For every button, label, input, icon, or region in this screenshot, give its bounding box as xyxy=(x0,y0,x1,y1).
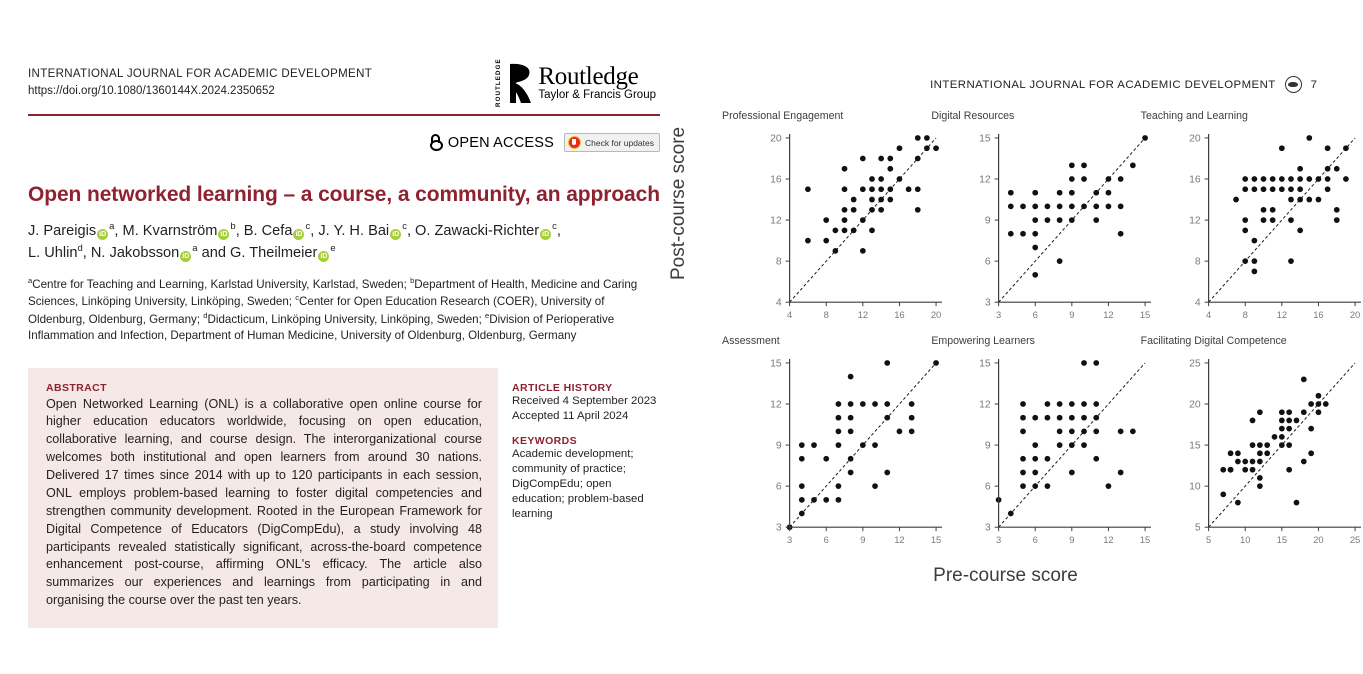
svg-text:9: 9 xyxy=(775,440,782,452)
x-tick-labels xyxy=(787,534,941,545)
y-tick-labels xyxy=(770,133,782,308)
svg-text:12: 12 xyxy=(770,399,782,411)
svg-text:20: 20 xyxy=(1188,133,1201,145)
y-tick-labels xyxy=(1189,133,1201,308)
orcid-icon[interactable]: iD xyxy=(99,230,107,238)
author-line-1: J. Pareigis $iD^a$, M. Kvarnström $iD^b$, B. Cefa $iD^c$, J. Y. H. Bai $iD^c$, O. Zawacki-Richter $iD^c$, xyxy=(28,220,561,239)
orcid-icon[interactable]: iD xyxy=(542,230,550,238)
abstract-heading: ABSTRACT xyxy=(46,381,107,394)
y-tick-labels xyxy=(979,358,991,533)
figure-page xyxy=(668,0,1360,674)
svg-text:9: 9 xyxy=(1069,309,1075,321)
svg-text:20: 20 xyxy=(1188,399,1201,411)
abstract-area xyxy=(28,368,660,629)
open-access-label: OPEN ACCESS xyxy=(447,134,555,151)
svg-text:6: 6 xyxy=(985,481,992,493)
affiliations: $^a$Centre for Teaching and Learning, Karlstad University, Karlstad, Sweden; $^b$Department of Health, Medicine and Caring Sciences, Linköping University, Linköping, Sweden; $^c$Center for Open Education Research (COER), University of Oldenburg, Oldenburg, Germany; $^d$Didacticum, Linköping University, Linköping, Sweden; $^e$Division of Perioperative Inflammation and Infection, Department of Human Medicine, University of Oldenburg, Oldenburg, Germany xyxy=(28,276,638,343)
svg-text:3: 3 xyxy=(996,534,1002,546)
svg-text:12: 12 xyxy=(1188,215,1201,227)
reference-line xyxy=(1208,138,1354,302)
keywords-text: Academic development; community of practice; DigCompEdu; open education; problem-based learning xyxy=(512,447,644,521)
abstract-text: Open Networked Learning (ONL) is a collaborative open online course for higher education educators worldwide, focusing on open education, collaborative learning, and course design. The interorganizational course welcomes both institutional and open learners from around 30 nations. Delivered 17 times since 2014 with up to 120 participants in each session, ONL employs problem-based learning to foster digital competencies and strengthen community development. Rooted in the European Framework for Digital Competence of Educators (DigCompEdu), a study involving 48 participants revealed statistically significant, across-the-board competence enhancement post-course, affirming ONL's efficacy. The article also summarizes our experiences and learnings from participating in and organising the course over the past ten years. xyxy=(46,396,482,608)
svg-text:3: 3 xyxy=(985,297,992,309)
open-lock-icon xyxy=(430,134,443,151)
y-tick-labels xyxy=(979,133,991,308)
taylor-francis-icon xyxy=(1285,76,1302,93)
x-tick-labels xyxy=(1206,309,1360,320)
svg-text:12: 12 xyxy=(894,534,905,546)
check-for-updates-button[interactable] xyxy=(564,133,660,152)
journal-name: INTERNATIONAL JOURNAL FOR ACADEMIC DEVELOPMENT xyxy=(28,68,373,80)
affiliation-marker: a xyxy=(192,243,198,255)
scatter-panel xyxy=(710,110,942,335)
svg-text:9: 9 xyxy=(860,534,866,546)
orcid-icon[interactable]: iD xyxy=(220,230,228,238)
author-list xyxy=(28,220,660,266)
x-tick-labels xyxy=(996,309,1150,320)
svg-text:16: 16 xyxy=(1188,174,1201,186)
svg-text:5: 5 xyxy=(1205,534,1211,546)
data-points xyxy=(996,360,1136,516)
y-axis-label: Post-course score xyxy=(668,126,689,280)
svg-text:4: 4 xyxy=(786,309,793,321)
scatter-panel xyxy=(710,335,942,560)
article-first-page xyxy=(28,58,660,628)
svg-text:16: 16 xyxy=(1312,309,1324,321)
orcid-icon[interactable]: iD xyxy=(320,253,328,261)
svg-text:8: 8 xyxy=(1194,256,1201,268)
plot-area xyxy=(1169,357,1360,546)
running-head xyxy=(672,76,1317,93)
panel-title: Digital Resources xyxy=(931,110,1015,122)
svg-text:10: 10 xyxy=(1239,534,1251,546)
svg-text:20: 20 xyxy=(770,133,782,145)
masthead xyxy=(28,58,660,108)
plot-area xyxy=(959,132,1151,321)
svg-text:15: 15 xyxy=(1140,534,1151,546)
svg-text:15: 15 xyxy=(979,358,992,370)
svg-text:3: 3 xyxy=(775,522,782,534)
header-rule xyxy=(28,114,660,116)
x-tick-labels xyxy=(1206,534,1360,545)
svg-text:12: 12 xyxy=(770,215,782,227)
article-history-text: Received 4 September 2023 Accepted 11 April 2024 xyxy=(512,394,657,422)
plot-area xyxy=(750,132,942,321)
svg-text:15: 15 xyxy=(930,534,942,546)
orcid-icon[interactable]: iD xyxy=(392,230,400,238)
svg-text:16: 16 xyxy=(894,309,905,321)
svg-text:20: 20 xyxy=(1349,309,1360,321)
svg-text:15: 15 xyxy=(1140,309,1151,321)
svg-text:8: 8 xyxy=(775,256,782,268)
svg-text:15: 15 xyxy=(770,358,782,370)
panel-title: Assessment xyxy=(722,335,780,347)
routledge-logo xyxy=(495,58,656,108)
plot-area xyxy=(1169,132,1360,321)
page-number: 7 xyxy=(1310,78,1317,91)
svg-text:6: 6 xyxy=(823,534,829,546)
svg-text:9: 9 xyxy=(1069,534,1075,546)
scatter-panel xyxy=(919,110,1151,335)
affiliation-marker: b xyxy=(230,220,236,232)
svg-text:3: 3 xyxy=(996,309,1002,321)
page-title: Open networked learning – a course, a community, an approach xyxy=(28,183,660,206)
x-tick-labels xyxy=(996,534,1150,545)
svg-text:6: 6 xyxy=(1032,534,1039,546)
svg-text:4: 4 xyxy=(1194,297,1201,309)
svg-text:9: 9 xyxy=(985,215,992,227)
plot-area xyxy=(750,357,942,546)
svg-text:5: 5 xyxy=(1194,522,1201,534)
running-head-title: INTERNATIONAL JOURNAL FOR ACADEMIC DEVELOPMENT xyxy=(930,78,1276,91)
panel-grid xyxy=(710,110,1360,560)
scatter-panel xyxy=(1129,335,1360,560)
svg-text:15: 15 xyxy=(979,133,992,145)
affiliation-marker: c xyxy=(402,220,407,232)
svg-text:20: 20 xyxy=(1312,534,1324,546)
svg-text:8: 8 xyxy=(823,309,829,321)
y-ticks xyxy=(1204,363,1208,527)
y-tick-labels xyxy=(1189,358,1201,533)
svg-text:25: 25 xyxy=(1349,534,1360,546)
svg-text:20: 20 xyxy=(930,309,942,321)
panel-title: Teaching and Learning xyxy=(1140,110,1248,122)
svg-text:6: 6 xyxy=(775,481,782,493)
svg-text:12: 12 xyxy=(979,174,992,186)
check-for-updates-label: Check for updates xyxy=(585,137,654,148)
article-history-heading: ARTICLE HISTORY xyxy=(512,381,613,394)
article-meta-sidebar xyxy=(512,368,660,523)
svg-text:12: 12 xyxy=(857,309,869,321)
svg-text:12: 12 xyxy=(1103,309,1115,321)
panel-title: Facilitating Digital Competence xyxy=(1140,335,1287,347)
y-ticks xyxy=(1204,138,1208,302)
figure-scatter-matrix xyxy=(668,110,1360,620)
data-points xyxy=(1008,135,1148,278)
orcid-icon[interactable]: iD xyxy=(295,230,303,238)
doi-link[interactable]: https://doi.org/10.1080/1360144X.2024.2350652 xyxy=(28,84,275,97)
svg-text:3: 3 xyxy=(786,534,793,546)
svg-text:8: 8 xyxy=(1242,309,1248,321)
svg-text:16: 16 xyxy=(770,174,782,186)
author-line-2: L. Uhlin$^d$, N. Jakobsson $iD^a$ and G. Theilmeier $iD^e$ xyxy=(28,243,336,262)
svg-text:6: 6 xyxy=(1032,309,1039,321)
svg-text:12: 12 xyxy=(1103,534,1115,546)
x-tick-labels xyxy=(787,309,941,320)
routledge-vertical-text: ROUTLEDGE xyxy=(495,58,503,108)
panel-title: Professional Engagement xyxy=(722,110,844,122)
svg-text:25: 25 xyxy=(1188,358,1201,370)
plot-area xyxy=(959,357,1151,546)
scatter-panel xyxy=(1129,110,1360,335)
publisher-name: Routledge xyxy=(538,63,639,91)
open-access-row xyxy=(28,133,660,152)
svg-text:12: 12 xyxy=(979,399,992,411)
affiliation-marker: e xyxy=(330,243,336,255)
svg-text:15: 15 xyxy=(1276,534,1287,546)
affiliation-marker: c xyxy=(305,220,311,232)
publisher-subtitle: Taylor & Francis Group xyxy=(538,89,656,102)
x-axis-label: Pre-course score xyxy=(933,565,1078,586)
svg-text:6: 6 xyxy=(985,256,992,268)
masthead-text xyxy=(28,62,372,99)
crossmark-icon xyxy=(568,136,581,149)
open-access-badge xyxy=(430,134,554,151)
routledge-wordmark xyxy=(538,64,656,102)
keywords-heading: KEYWORDS xyxy=(512,434,578,447)
svg-text:15: 15 xyxy=(1188,440,1201,452)
affiliation-marker: a xyxy=(109,220,115,232)
routledge-r-mark xyxy=(507,62,533,104)
orcid-icon[interactable]: iD xyxy=(182,253,190,261)
svg-text:9: 9 xyxy=(985,440,992,452)
panel-title: Empowering Learners xyxy=(931,335,1035,347)
scatter-panel xyxy=(919,335,1151,560)
svg-text:3: 3 xyxy=(985,522,992,534)
svg-text:4: 4 xyxy=(1205,309,1211,321)
svg-text:4: 4 xyxy=(775,297,782,309)
data-points xyxy=(1220,376,1328,505)
y-tick-labels xyxy=(770,358,782,533)
svg-text:12: 12 xyxy=(1276,309,1287,321)
affiliation-marker: c xyxy=(552,220,557,232)
abstract-box xyxy=(28,368,498,629)
data-points xyxy=(1233,135,1349,274)
affiliation-marker: d xyxy=(77,243,83,255)
svg-text:10: 10 xyxy=(1188,481,1201,493)
